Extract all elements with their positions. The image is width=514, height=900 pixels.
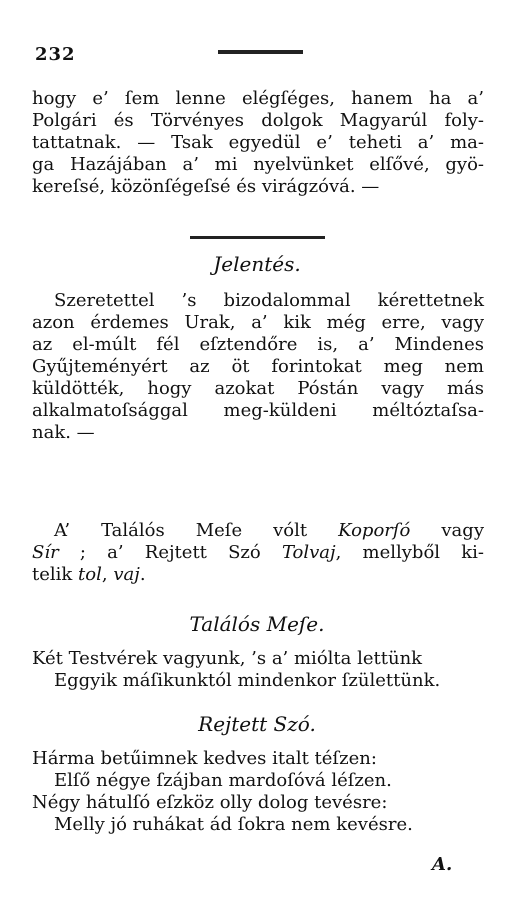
verse-line: Eggyik máſikunktól mindenkor ſzülettünk. (54, 670, 441, 691)
jelentes-line: Gyűjteményért az öt forintokat meg nem (32, 356, 484, 377)
verse-line: Négy hátulſó eſzköz olly dolog tevésre: (32, 792, 388, 813)
jelentes-heading: Jelentés. (213, 252, 301, 276)
verse-line: Elſő négye ſzájban mardoſóvá léſzen. (54, 770, 392, 791)
verse-line: Melly jó ruhákat ád ſokra nem kevésre. (54, 814, 413, 835)
intro-paragraph (32, 88, 484, 198)
talalos-mese-verse (32, 648, 484, 692)
answers-text: . (139, 564, 146, 585)
jelentes-line: Szeretettel ’s bizodalommal kérettetnek (54, 290, 484, 311)
talalos-mese-heading: Találós Meſe. (189, 612, 325, 636)
jelentes-line: nak. — (32, 422, 95, 443)
answers-text: , (101, 564, 108, 585)
intro-line: hogy e’ ſem lenne elégſéges, hanem ha a’ (32, 88, 484, 109)
jelentes-line: az el-múlt fél eſztendőre is, a’ Mindenes (32, 334, 484, 355)
intro-line: ga Hazájában a’ mi nyelvünket elſővé, gyö- (32, 154, 484, 175)
signature: A. (432, 854, 453, 875)
answers-line (32, 520, 484, 542)
answer-word: Sír (32, 542, 59, 563)
answers-line (32, 542, 484, 564)
answer-word: tol (78, 564, 102, 585)
jelentes-line: alkalmatoſsággal meg-küldeni méltóztaſsa- (32, 400, 484, 421)
verse-line: Hárma betűimnek kedves italt téſzen: (32, 748, 377, 769)
intro-line: tattatnak. — Tsak egyedül e’ teheti a’ ma- (32, 132, 484, 153)
section-rule (190, 236, 325, 239)
intro-line: kereſsé, közönſégeſsé és virágzóvá. — (32, 176, 380, 197)
page-number: 232 (35, 44, 76, 65)
answers-text: vagy (441, 520, 484, 541)
answers-text: A’ Találós Meſe vólt (54, 520, 308, 541)
answers-text: , mellyből ki- (335, 542, 484, 563)
answers-line (32, 564, 484, 586)
answer-word: vaj (113, 564, 140, 585)
rejtett-szo-verse (32, 748, 484, 836)
answer-word: Koporſó (338, 520, 411, 541)
answer-word: Tolvaj (281, 542, 336, 563)
verse-line: Két Testvérek vagyunk, ’s a’ miólta lettünk (32, 648, 423, 669)
rejtett-szo-heading: Rejtett Szó. (198, 712, 316, 736)
answers-text: telik (32, 564, 73, 585)
jelentes-line: azon érdemes Urak, a’ kik még erre, vagy (32, 312, 484, 333)
intro-line: Polgári és Törvényes dolgok Magyarúl foly- (32, 110, 484, 131)
jelentes-line: küldötték, hogy azokat Póstán vagy más (32, 378, 484, 399)
answers-paragraph (32, 520, 484, 586)
answers-text: ; a’ Rejtett Szó (79, 542, 261, 563)
jelentes-paragraph (32, 290, 484, 444)
header-rule (218, 50, 303, 54)
